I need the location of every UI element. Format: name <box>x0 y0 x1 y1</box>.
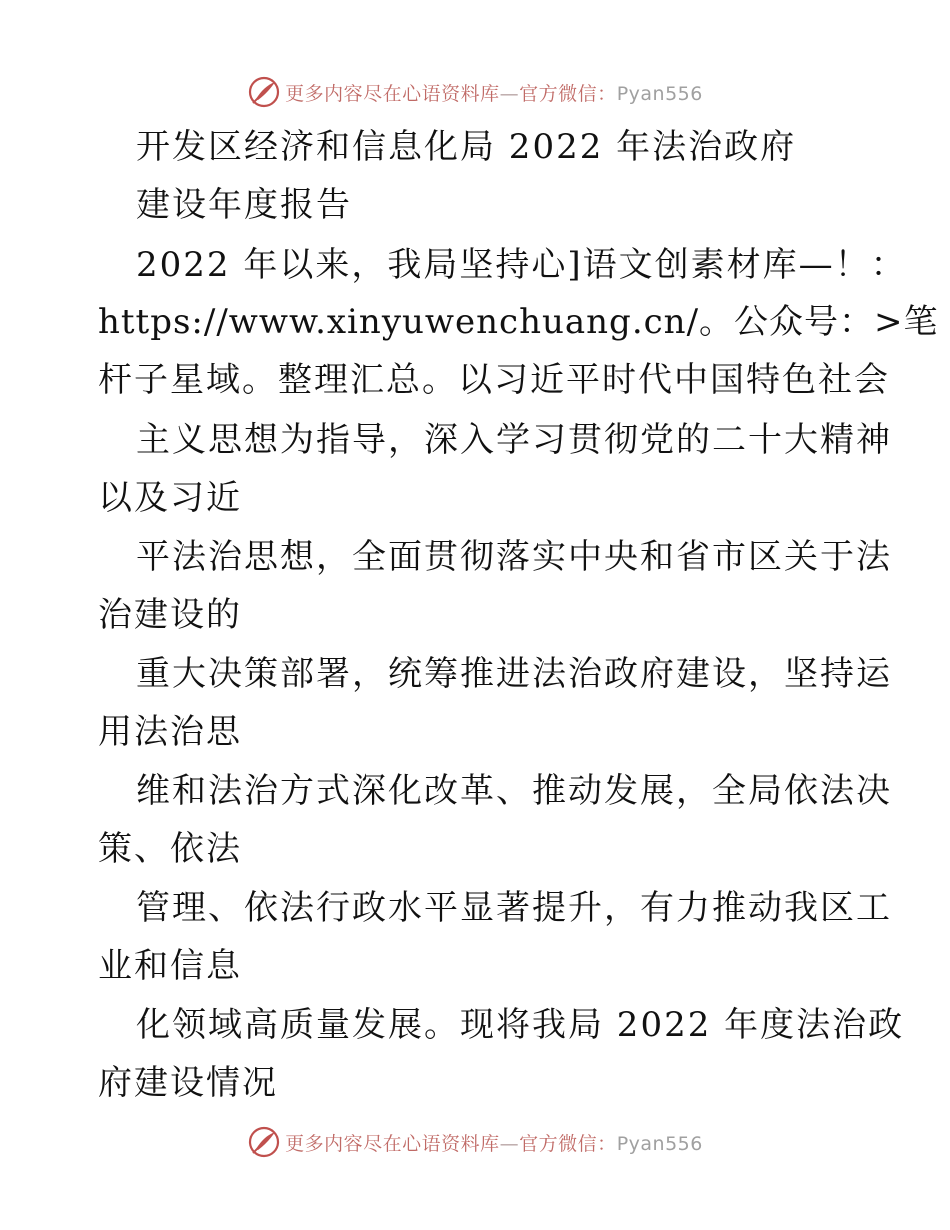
doc-title-line-1: 开发区经济和信息化局 2022 年法治政府 <box>136 127 797 167</box>
doc-line: 府建设情况 <box>98 1063 278 1103</box>
header-watermark-banner <box>0 72 950 112</box>
watermark-text <box>285 79 703 106</box>
doc-line: https://www.xinyuwenchuang.cn/。公众号：>笔 <box>98 302 939 342</box>
doc-line: 以及习近 <box>98 478 242 518</box>
watermark-dash: — <box>499 1132 520 1155</box>
footer-watermark-banner <box>0 1122 950 1162</box>
doc-line: 用法治思 <box>98 712 242 752</box>
watermark-dash: — <box>499 82 520 105</box>
watermark-wechat-id: Pyan556 <box>616 1132 703 1155</box>
watermark-wechat-label: 官方微信： <box>519 82 617 105</box>
doc-line: 维和法治方式深化改革、推动发展，全局依法决 <box>136 771 892 811</box>
doc-line: 策、依法 <box>98 829 242 869</box>
quill-logo-icon <box>247 1125 281 1159</box>
doc-line: 杆子星域。整理汇总。以习近平时代中国特色社会 <box>98 360 890 400</box>
quill-logo-icon <box>247 75 281 109</box>
doc-line: 主义思想为指导，深入学习贯彻党的二十大精神 <box>136 420 892 460</box>
doc-line: 化领域高质量发展。现将我局 2022 年度法治政 <box>136 1005 905 1045</box>
watermark-wechat-label: 官方微信： <box>519 1132 617 1155</box>
watermark-prefix: 更多内容尽在心语资料库 <box>285 1132 500 1155</box>
doc-line: 业和信息 <box>98 946 242 986</box>
watermark-wechat-id: Pyan556 <box>616 82 703 105</box>
watermark-text <box>285 1129 703 1156</box>
watermark-prefix: 更多内容尽在心语资料库 <box>285 82 500 105</box>
doc-line: 2022 年以来，我局坚持心]语文创素材库—！： <box>136 245 907 285</box>
doc-line: 平法治思想，全面贯彻落实中央和省市区关于法 <box>136 537 892 577</box>
doc-line: 治建设的 <box>98 595 242 635</box>
doc-line: 管理、依法行政水平显著提升，有力推动我区工 <box>136 888 892 928</box>
doc-title-line-2: 建设年度报告 <box>136 185 352 225</box>
doc-line: 重大决策部署，统筹推进法治政府建设，坚持运 <box>136 654 892 694</box>
